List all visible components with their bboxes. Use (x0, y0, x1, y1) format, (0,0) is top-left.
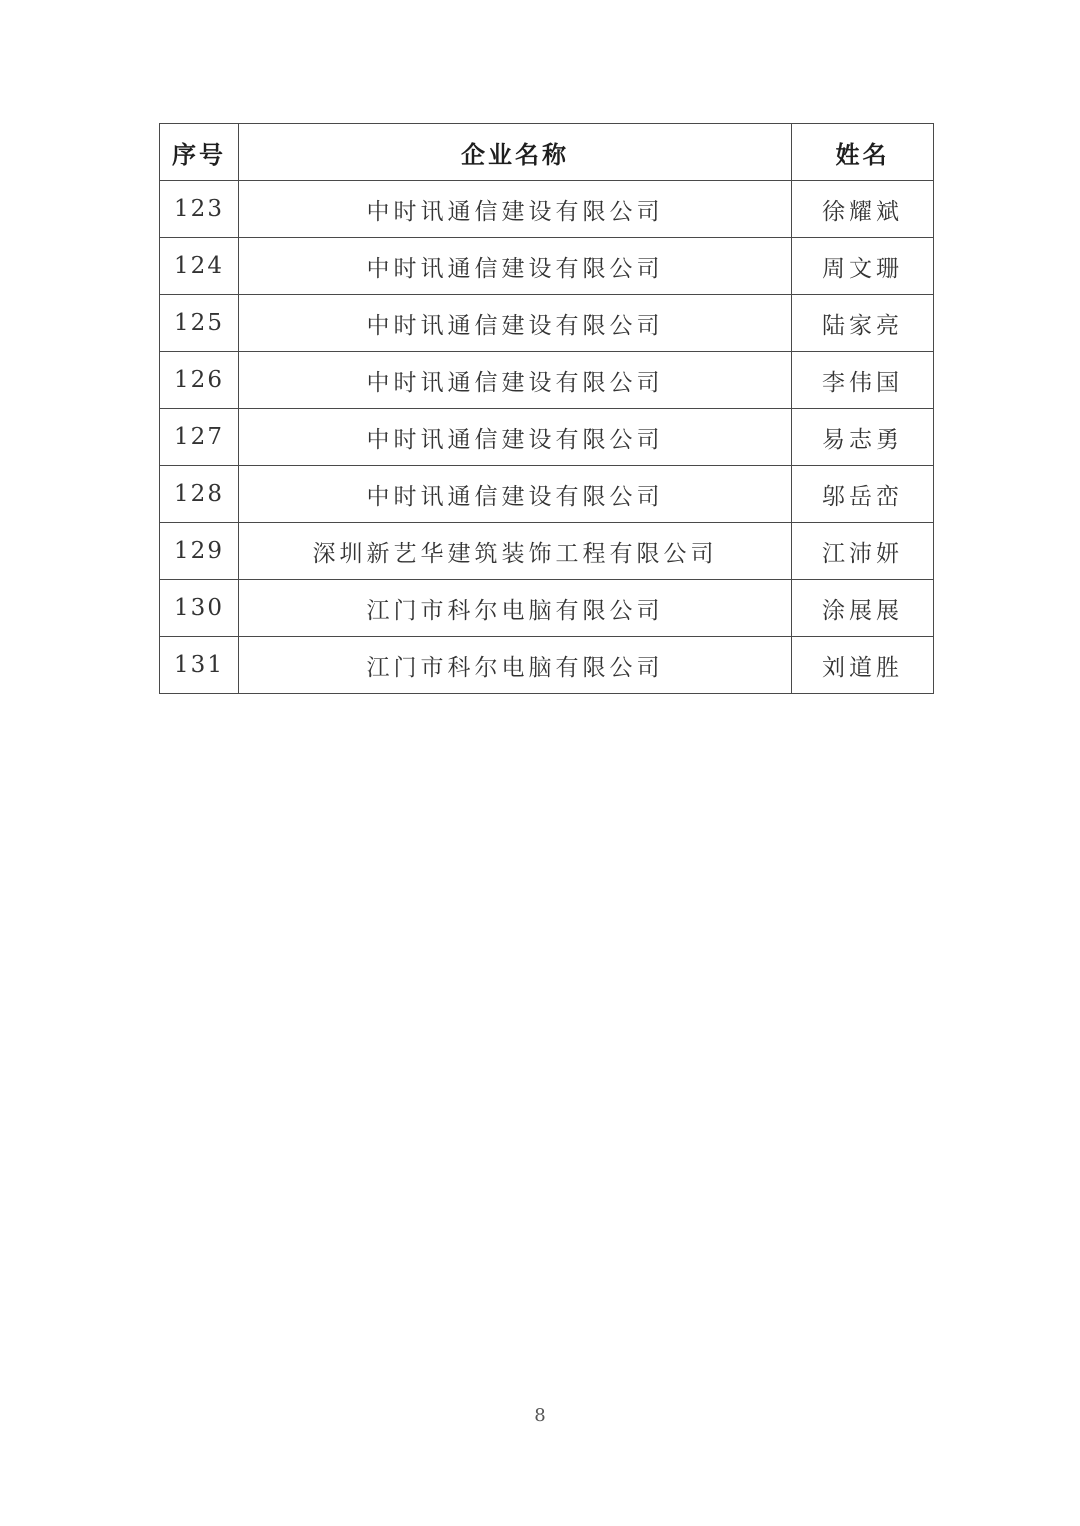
table-row (160, 466, 934, 523)
row-name: 刘道胜 (792, 637, 934, 694)
row-seq: 129 (160, 523, 239, 580)
row-company: 中时讯通信建设有限公司 (239, 181, 792, 238)
table-row (160, 352, 934, 409)
table-row (160, 637, 934, 694)
row-seq: 125 (160, 295, 239, 352)
row-name: 周文珊 (792, 238, 934, 295)
row-seq: 130 (160, 580, 239, 637)
row-seq: 131 (160, 637, 239, 694)
header-name: 姓名 (792, 124, 934, 181)
header-company: 企业名称 (239, 124, 792, 181)
row-company: 中时讯通信建设有限公司 (239, 409, 792, 466)
row-company: 中时讯通信建设有限公司 (239, 466, 792, 523)
row-company: 中时讯通信建设有限公司 (239, 238, 792, 295)
table-row (160, 580, 934, 637)
table-header-row (160, 124, 934, 181)
row-name: 涂展展 (792, 580, 934, 637)
row-company: 中时讯通信建设有限公司 (239, 352, 792, 409)
page-number: 8 (534, 1405, 546, 1426)
row-company: 江门市科尔电脑有限公司 (239, 637, 792, 694)
row-company: 江门市科尔电脑有限公司 (239, 580, 792, 637)
row-seq: 123 (160, 181, 239, 238)
table-row (160, 409, 934, 466)
row-name: 陆家亮 (792, 295, 934, 352)
row-name: 易志勇 (792, 409, 934, 466)
row-seq: 127 (160, 409, 239, 466)
row-name: 邬岳峦 (792, 466, 934, 523)
row-seq: 124 (160, 238, 239, 295)
table-row (160, 181, 934, 238)
row-seq: 126 (160, 352, 239, 409)
row-name: 江沛妍 (792, 523, 934, 580)
row-name: 李伟国 (792, 352, 934, 409)
row-company: 中时讯通信建设有限公司 (239, 295, 792, 352)
table-row (160, 523, 934, 580)
roster-table (159, 123, 934, 694)
row-name: 徐耀斌 (792, 181, 934, 238)
header-seq: 序号 (160, 124, 239, 181)
table-row (160, 295, 934, 352)
table-row (160, 238, 934, 295)
row-company: 深圳新艺华建筑装饰工程有限公司 (239, 523, 792, 580)
row-seq: 128 (160, 466, 239, 523)
